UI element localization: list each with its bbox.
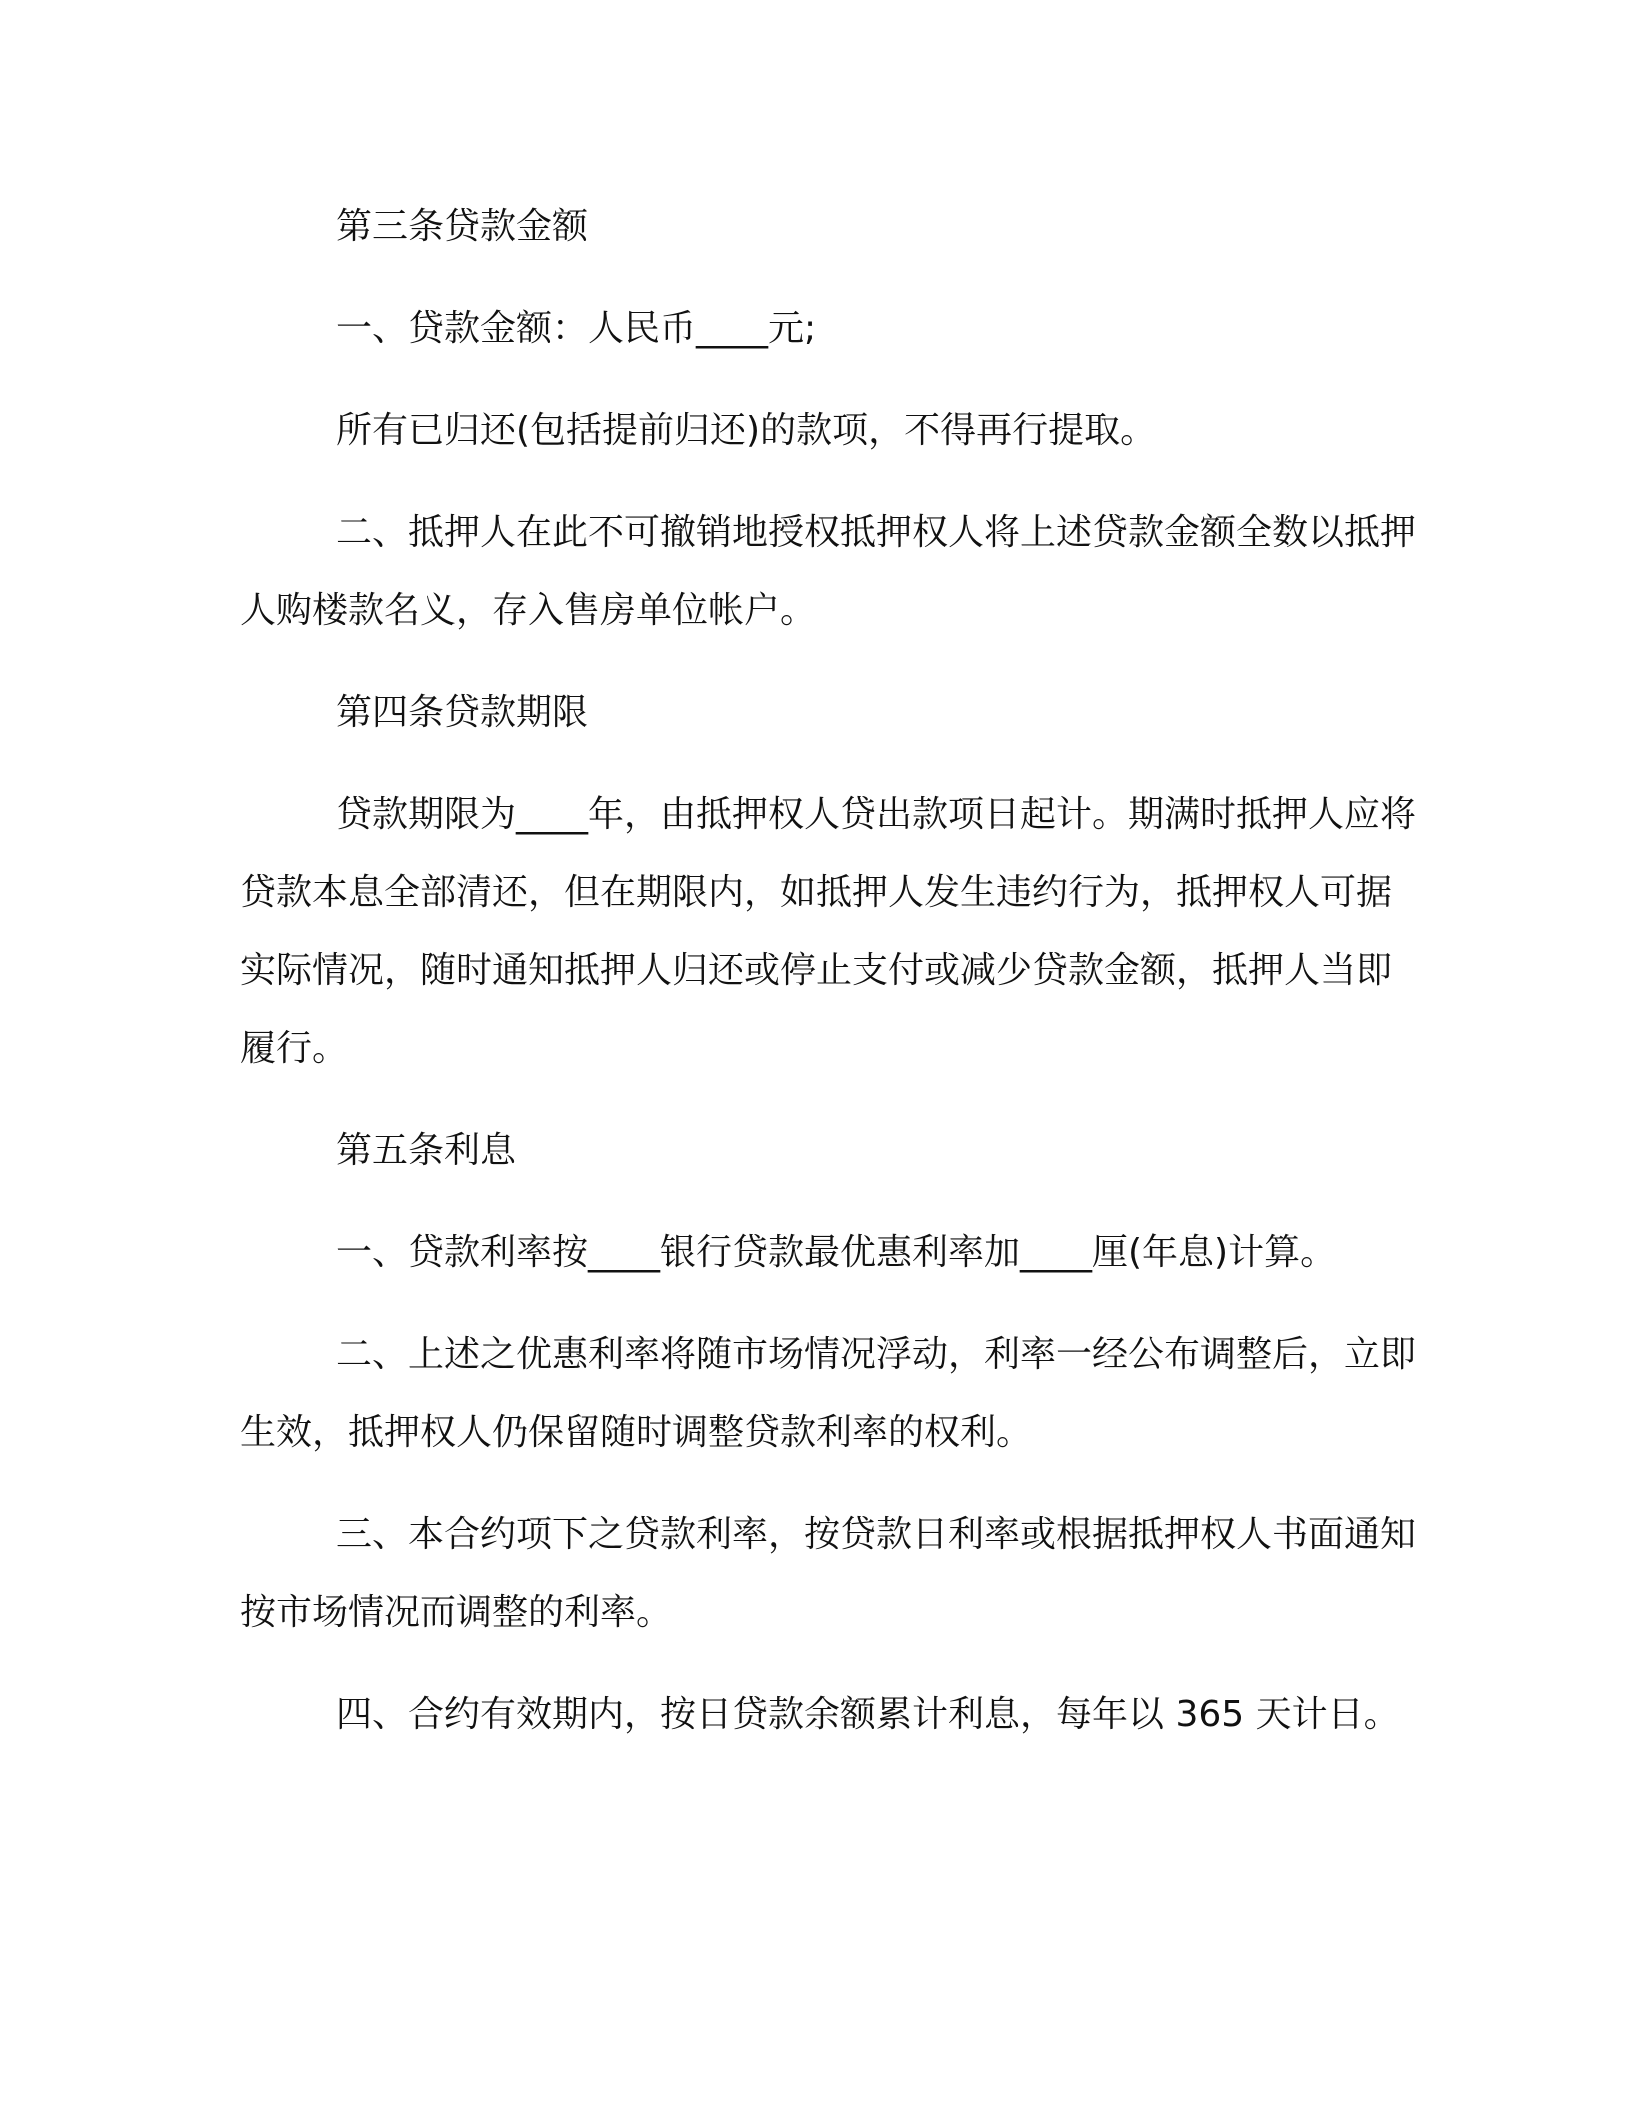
paragraph-loan-amount: 一、贷款金额：人民币____元; bbox=[336, 308, 817, 349]
section-heading-article-5: 第五条利息 bbox=[336, 1130, 517, 1171]
paragraph-contract-rate: 三、本合约项下之贷款利率，按贷款日利率或根据抵押权人书面通知按市场情况而调整的利率。 bbox=[240, 1514, 1417, 1633]
paragraph-daily-interest: 四、合约有效期内，按日贷款余额累计利息，每年以 365 天计日。 bbox=[336, 1694, 1400, 1735]
paragraph-rate-adjustment: 二、上述之优惠利率将随市场情况浮动，利率一经公布调整后，立即生效，抵押权人仍保留随时调整贷款利率的权利。 bbox=[240, 1334, 1417, 1453]
section-heading-article-4: 第四条贷款期限 bbox=[336, 692, 589, 733]
paragraph-interest-rate: 一、贷款利率按____银行贷款最优惠利率加____厘(年息)计算。 bbox=[336, 1232, 1337, 1273]
paragraph-repaid-funds: 所有已归还(包括提前归还)的款项，不得再行提取。 bbox=[336, 410, 1157, 451]
paragraph-loan-term: 贷款期限为____年，由抵押权人贷出款项日起计。期满时抵押人应将贷款本息全部清还，但在期限内，如抵押人发生违约行为，抵押权人可据实际情况，随时通知抵押人归还或停止支付或减少贷款金额，抵押人当即履行。 bbox=[240, 794, 1417, 1069]
paragraph-authorization: 二、抵押人在此不可撤销地授权抵押权人将上述贷款金额全数以抵押人购楼款名义，存入售房单位帐户。 bbox=[240, 512, 1417, 631]
section-heading-article-3: 第三条贷款金额 bbox=[336, 206, 589, 247]
document-body bbox=[240, 188, 1420, 1754]
